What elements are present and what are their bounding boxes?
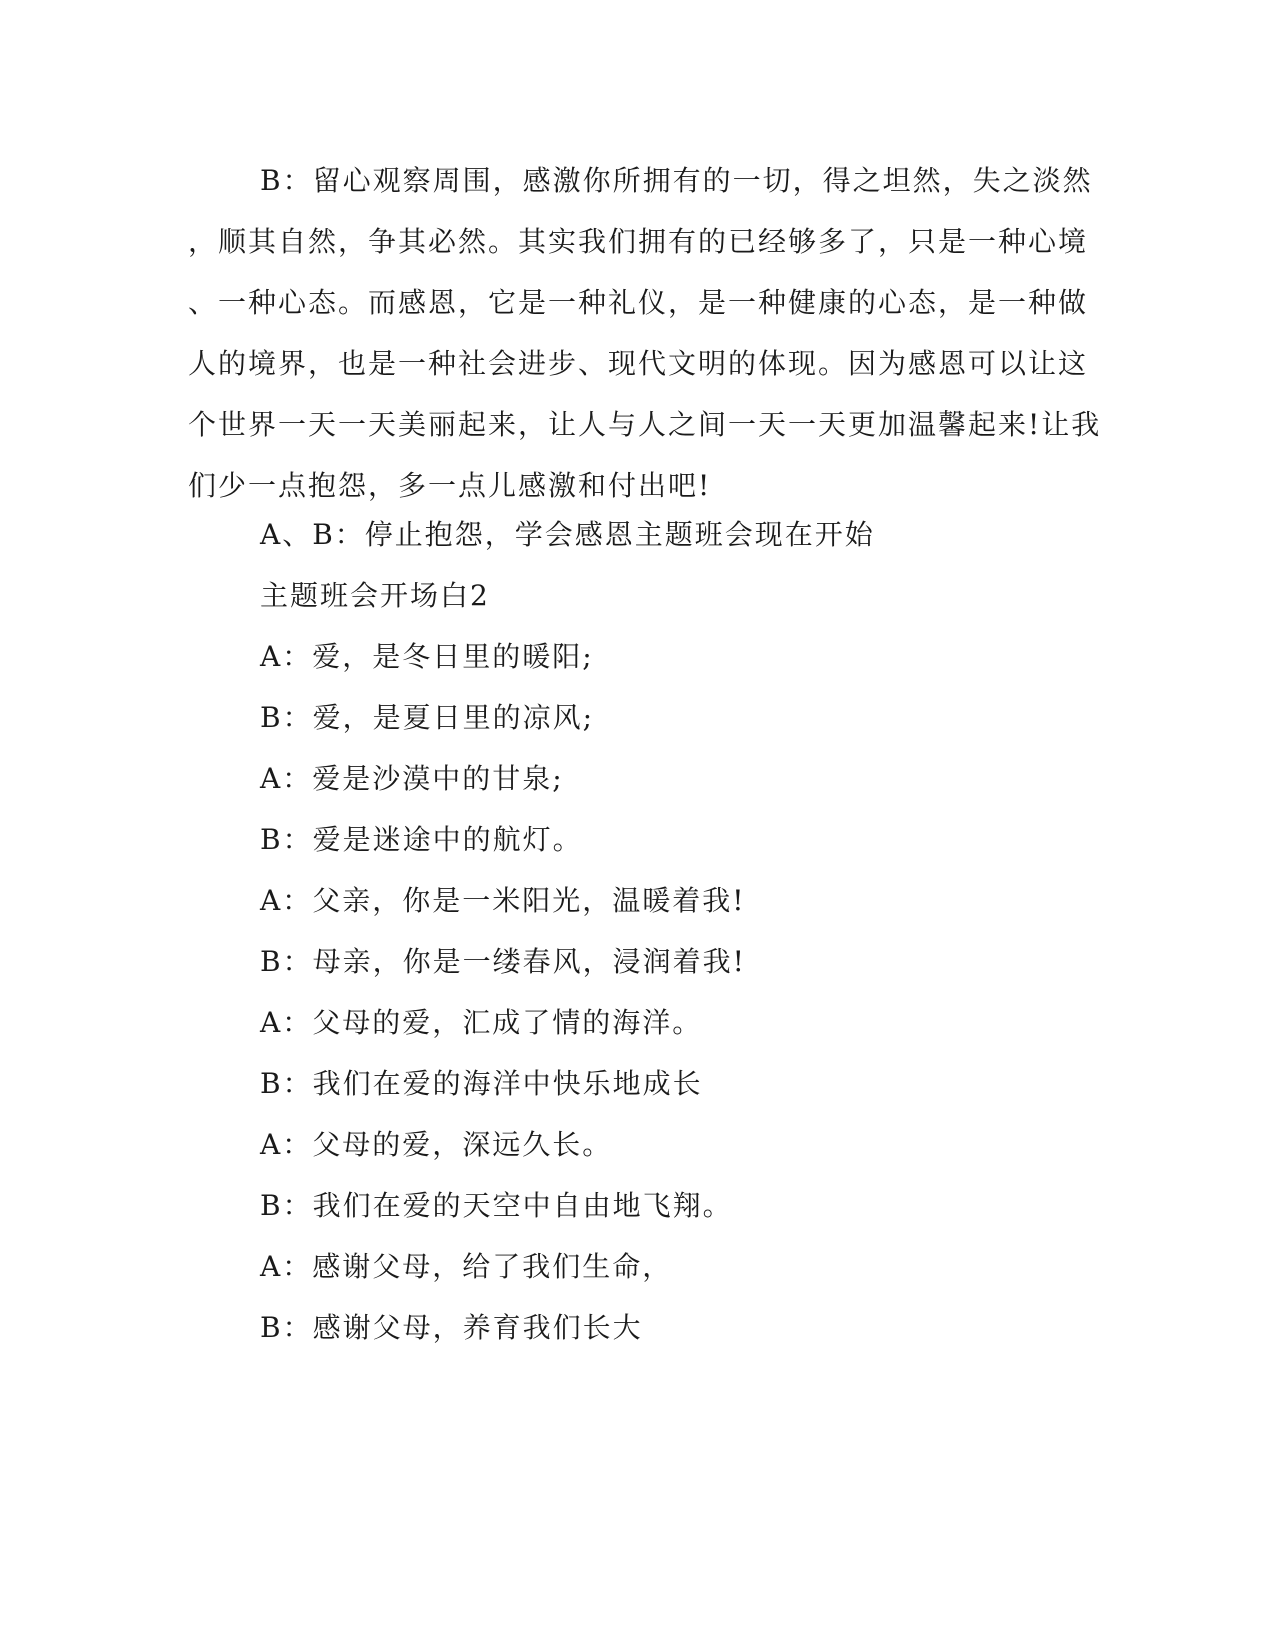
dialogue-line: A：父母的爱，汇成了情的海洋。	[260, 1006, 703, 1039]
paragraph-line: 们少一点抱怨，多一点儿感激和付出吧!	[188, 469, 712, 502]
dialogue-line: B：我们在爱的海洋中快乐地成长	[260, 1067, 703, 1100]
dialogue-line: B：爱，是夏日里的凉风;	[260, 701, 595, 734]
section-heading: 主题班会开场白2	[260, 579, 490, 612]
paragraph-line: ，顺其自然，争其必然。其实我们拥有的已经够多了，只是一种心境	[188, 225, 1089, 258]
dialogue-line: A：感谢父母，给了我们生命，	[260, 1250, 673, 1283]
dialogue-line: A：父亲，你是一米阳光，温暖着我!	[260, 884, 746, 917]
dialogue-block	[188, 504, 1068, 1358]
dialogue-line: B：爱是迷途中的航灯。	[260, 823, 583, 856]
dialogue-line: B：我们在爱的天空中自由地飞翔。	[260, 1189, 733, 1222]
intro-paragraph	[188, 150, 1102, 516]
dialogue-line: A：爱，是冬日里的暖阳;	[260, 640, 594, 673]
dialogue-line: B：感谢父母，养育我们长大	[260, 1311, 643, 1344]
dialogue-line: B：母亲，你是一缕春风，浸润着我!	[260, 945, 746, 978]
closing-line: A、B：停止抱怨，学会感恩主题班会现在开始	[260, 518, 875, 551]
dialogue-line: A：爱是沙漠中的甘泉;	[260, 762, 564, 795]
paragraph-line: B：留心观察周围，感激你所拥有的一切，得之坦然，失之淡然	[260, 164, 1093, 197]
paragraph-line: 个世界一天一天美丽起来，让人与人之间一天一天更加温馨起来!让我	[188, 408, 1102, 441]
paragraph-line: 人的境界，也是一种社会进步、现代文明的体现。因为感恩可以让这	[188, 347, 1089, 380]
paragraph-line: 、一种心态。而感恩，它是一种礼仪，是一种健康的心态，是一种做	[188, 286, 1089, 319]
dialogue-line: A：父母的爱，深远久长。	[260, 1128, 613, 1161]
